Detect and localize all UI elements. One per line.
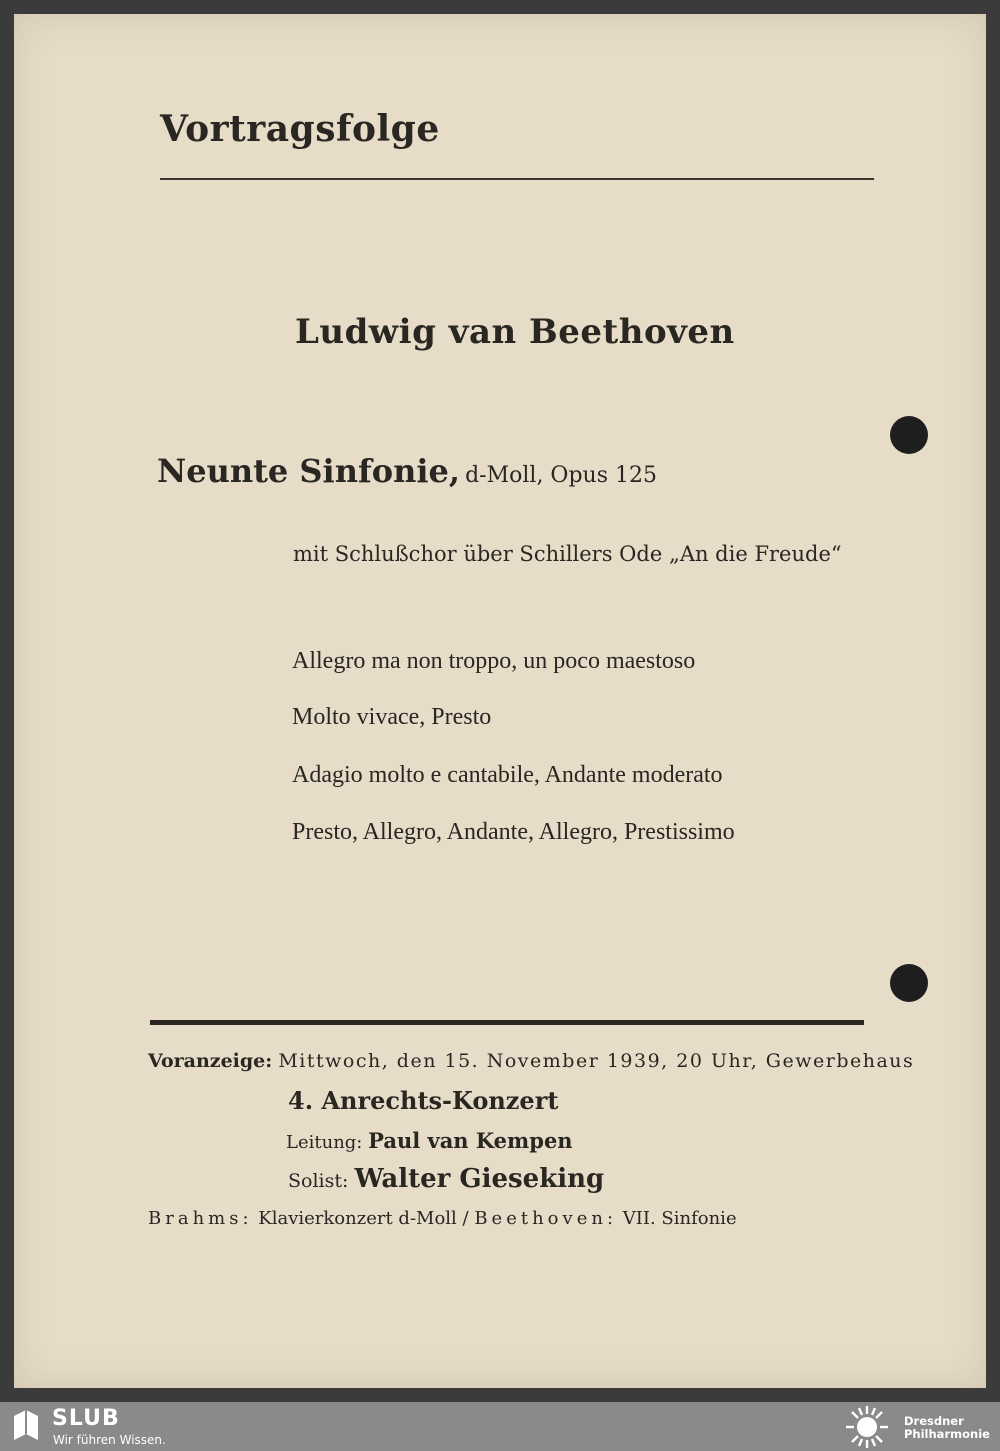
soloist-name: Walter Gieseking: [354, 1164, 605, 1194]
movement-3: Adagio molto e cantabile, Andante moderato: [292, 762, 723, 788]
library-name: SLUB: [52, 1406, 120, 1431]
conductor-line: [286, 1128, 573, 1153]
punch-hole-lower: [890, 964, 928, 1002]
programme-heading: Vortragsfolge: [160, 108, 440, 150]
partner-name-line-1: Dresdner: [904, 1414, 964, 1428]
movement-1: Allegro ma non troppo, un poco maestoso: [292, 648, 696, 674]
movement-4: Presto, Allegro, Andante, Allegro, Prestissimo: [292, 819, 735, 845]
work-line: [157, 452, 657, 490]
announcement-line: [148, 1050, 914, 1072]
partner-name-line-2: Philharmonie: [904, 1427, 990, 1441]
punch-hole-upper: [890, 416, 928, 454]
partner-name: [904, 1415, 990, 1441]
chorus-note: mit Schlußchor über Schillers Ode „An die Freude“: [293, 542, 842, 566]
announced-programme: [148, 1208, 737, 1229]
composer-name: Ludwig van Beethoven: [295, 312, 735, 352]
announced-composer-2: Beethoven:: [474, 1208, 618, 1229]
conductor-name: Paul van Kempen: [368, 1128, 573, 1153]
footer-bar: [0, 1402, 1000, 1451]
announcement-divider: [150, 1020, 864, 1025]
work-detail: d-Moll, Opus 125: [465, 463, 657, 488]
philharmonie-sunburst-icon: [842, 1404, 892, 1450]
library-tagline: Wir führen Wissen.: [53, 1433, 166, 1447]
announcement-label: Voranzeige:: [148, 1050, 273, 1072]
work-title: Neunte Sinfonie,: [157, 452, 460, 490]
library-book-icon: [12, 1408, 40, 1442]
announced-work-1: Klavierkonzert d-Moll /: [258, 1208, 469, 1229]
soloist-label: Solist:: [288, 1170, 349, 1192]
announcement-date: Mittwoch, den 15. November 1939, 20 Uhr, Gewerbehaus: [278, 1050, 915, 1072]
concert-title: 4. Anrechts-Konzert: [288, 1086, 559, 1115]
heading-divider: [160, 178, 874, 180]
announced-composer-1: Brahms:: [148, 1208, 253, 1229]
movement-2: Molto vivace, Presto: [292, 704, 492, 730]
soloist-line: [288, 1164, 604, 1194]
conductor-label: Leitung:: [286, 1132, 363, 1153]
announced-work-2: VII. Sinfonie: [622, 1208, 737, 1229]
